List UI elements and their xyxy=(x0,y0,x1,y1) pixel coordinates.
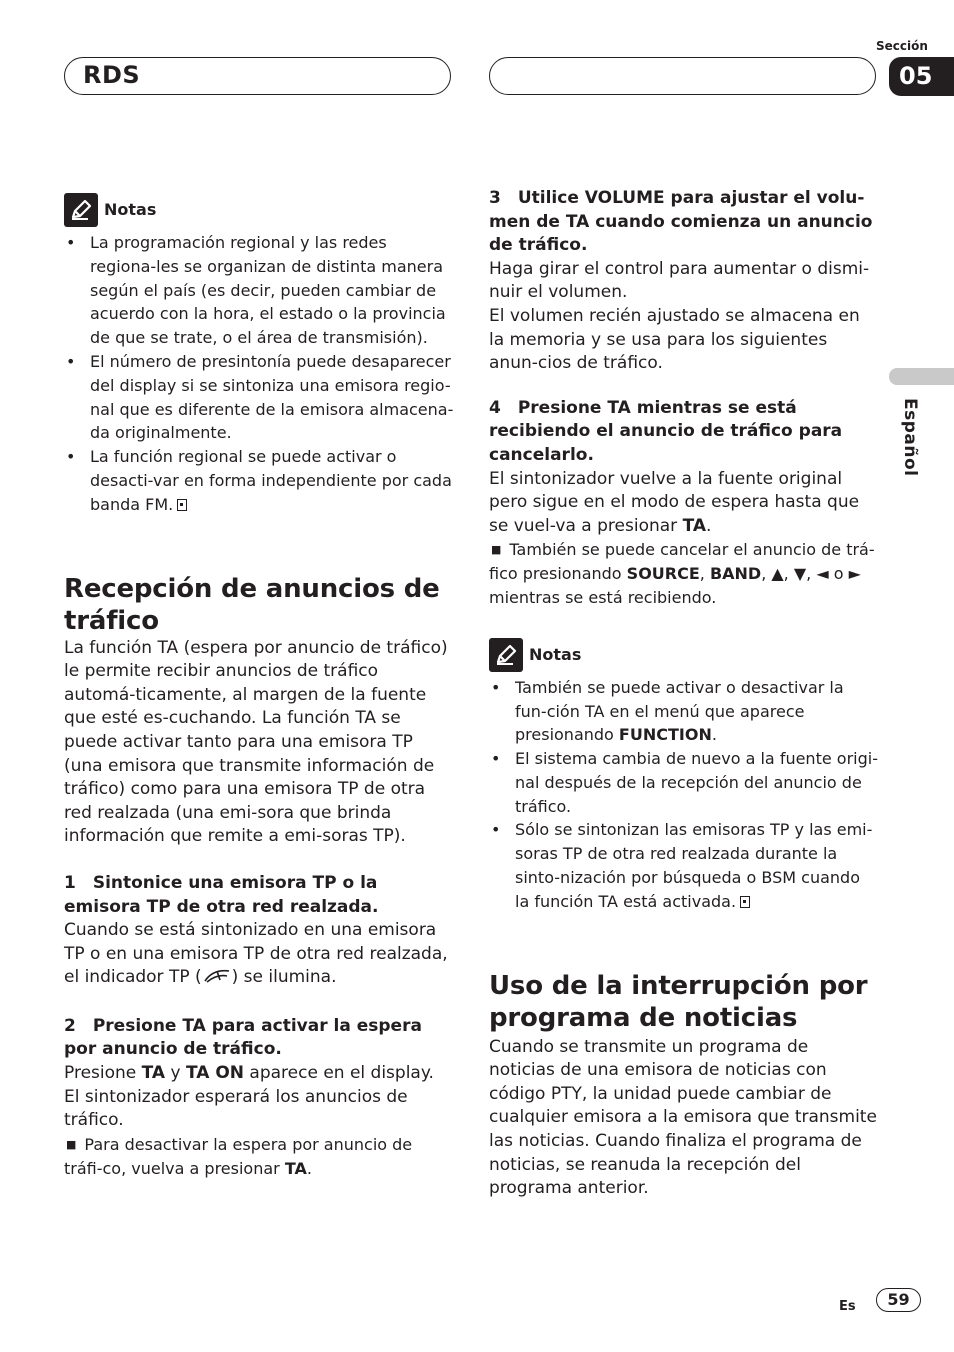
section-label: Sección xyxy=(876,39,928,53)
list-item: • La función regional se puede activar o desacti-var en forma independiente por cada banda FM. xyxy=(64,445,454,516)
news-paragraph: Cuando se transmite un programa de noticias de una emisora de noticias con código PTY, la unidad puede cambiar de cualquier emisora a la emisora que transmite las noticias. Cuando finaliza el programa de noticias, se reanuda la recepción del programa anterior. xyxy=(489,1036,877,1199)
list-item: • El número de presintonía puede desaparecer del display si se sintoniza una emisora regio-nal que es diferente de la emisora almacena-da originalmente. xyxy=(64,350,454,445)
step-4-title: 4 Presione TA mientras se está recibiendo el anuncio de tráfico para cancelarlo. xyxy=(489,397,843,465)
chapter-title: RDS xyxy=(83,61,141,89)
square-bullet-icon: ■ xyxy=(491,543,502,557)
notes-header xyxy=(489,638,879,672)
header-blank-frame xyxy=(489,57,876,95)
end-mark-icon xyxy=(740,896,750,908)
language-tab xyxy=(889,368,954,385)
footer-language-code: Es xyxy=(839,1299,856,1314)
intro-paragraph: La función TA (espera por anuncio de tráfico) le permite recibir anuncios de tráfico automá-ticamente, al margen de la fuente que esté es-cuchando. La función TA se puede activar tanto para una emisora TP (una emisora que transmite información de tráfico) como para una emisora TP de otra red realzada (una emi-sora que brinda información que remite a emi-soras TP). xyxy=(64,637,448,847)
page-number: 59 xyxy=(876,1288,921,1312)
notes-list xyxy=(489,676,879,914)
pencil-icon xyxy=(64,193,98,227)
list-item: • Sólo se sintonizan las emisoras TP y las emi-soras TP de otra red realzada durante la sinto-nización por búsqueda o BSM cuando la función TA está activada. xyxy=(489,818,879,913)
list-item: • El sistema cambia de nuevo a la fuente origi-nal después de la recepción del anuncio de tráfico. xyxy=(489,747,879,818)
list-item: • La programación regional y las redes regiona-les se organizan de distinta manera según el país (es decir, pueden cambiar de acuerdo con la hora, el estado o la provincia de que se trate, o el área de transmisión). xyxy=(64,231,454,350)
language-label: Español xyxy=(900,398,920,477)
section-heading: Recepción de anuncios de tráfico xyxy=(64,573,440,636)
step-2-tip: ■ Para desactivar la espera por anuncio de tráfi-co, vuelva a presionar TA. xyxy=(64,1134,413,1178)
step-2-title: 2 Presione TA para activar la espera por anuncio de tráfico. xyxy=(64,1015,422,1060)
pencil-icon xyxy=(489,638,523,672)
notes-label: Notas xyxy=(104,200,157,220)
end-mark-icon xyxy=(177,499,187,511)
right-column xyxy=(489,187,879,1201)
step-1-title: 1 Sintonice una emisora TP o la emisora TP de otra red realzada. xyxy=(64,872,379,917)
step-3-text-2: El volumen recién ajustado se almacena en la memoria y se usa para los siguientes anun-cios de tráfico. xyxy=(489,305,860,374)
list-item: • También se puede activar o desactivar la fun-ción TA en el menú que aparece presionando FUNCTION. xyxy=(489,676,879,747)
tp-indicator-icon xyxy=(203,967,231,993)
step-3-text-1: Haga girar el control para aumentar o dismi-nuir el volumen. xyxy=(489,258,870,303)
notes-list xyxy=(64,231,454,517)
notes-header xyxy=(64,193,454,227)
step-1-text: Cuando se está sintonizado en una emisora TP o en una emisora TP de otra red realzada, el indicador TP ( ) se ilumina. xyxy=(64,919,454,993)
section-number: 05 xyxy=(889,57,954,96)
step-4-tip: ■ También se puede cancelar el anuncio de trá-fico presionando SOURCE, BAND, ▲, ▼, ◄ o ► mientras se está recibiendo. xyxy=(489,540,875,607)
left-column xyxy=(64,193,454,1180)
square-bullet-icon: ■ xyxy=(66,1137,77,1151)
step-2-text: Presione TA y TA ON aparece en el display. El sintonizador esperará los anuncios de tráfico. xyxy=(64,1063,434,1131)
step-3-title: 3 Utilice VOLUME para ajustar el volu-men de TA cuando comienza un anuncio de tráfico. xyxy=(489,188,873,256)
section-heading: Uso de la interrupción por programa de noticias xyxy=(489,970,868,1033)
notes-label: Notas xyxy=(529,644,582,664)
step-4-text: El sintonizador vuelve a la fuente original pero sigue en el modo de espera hasta que se vuel-va a presionar TA. xyxy=(489,468,860,536)
